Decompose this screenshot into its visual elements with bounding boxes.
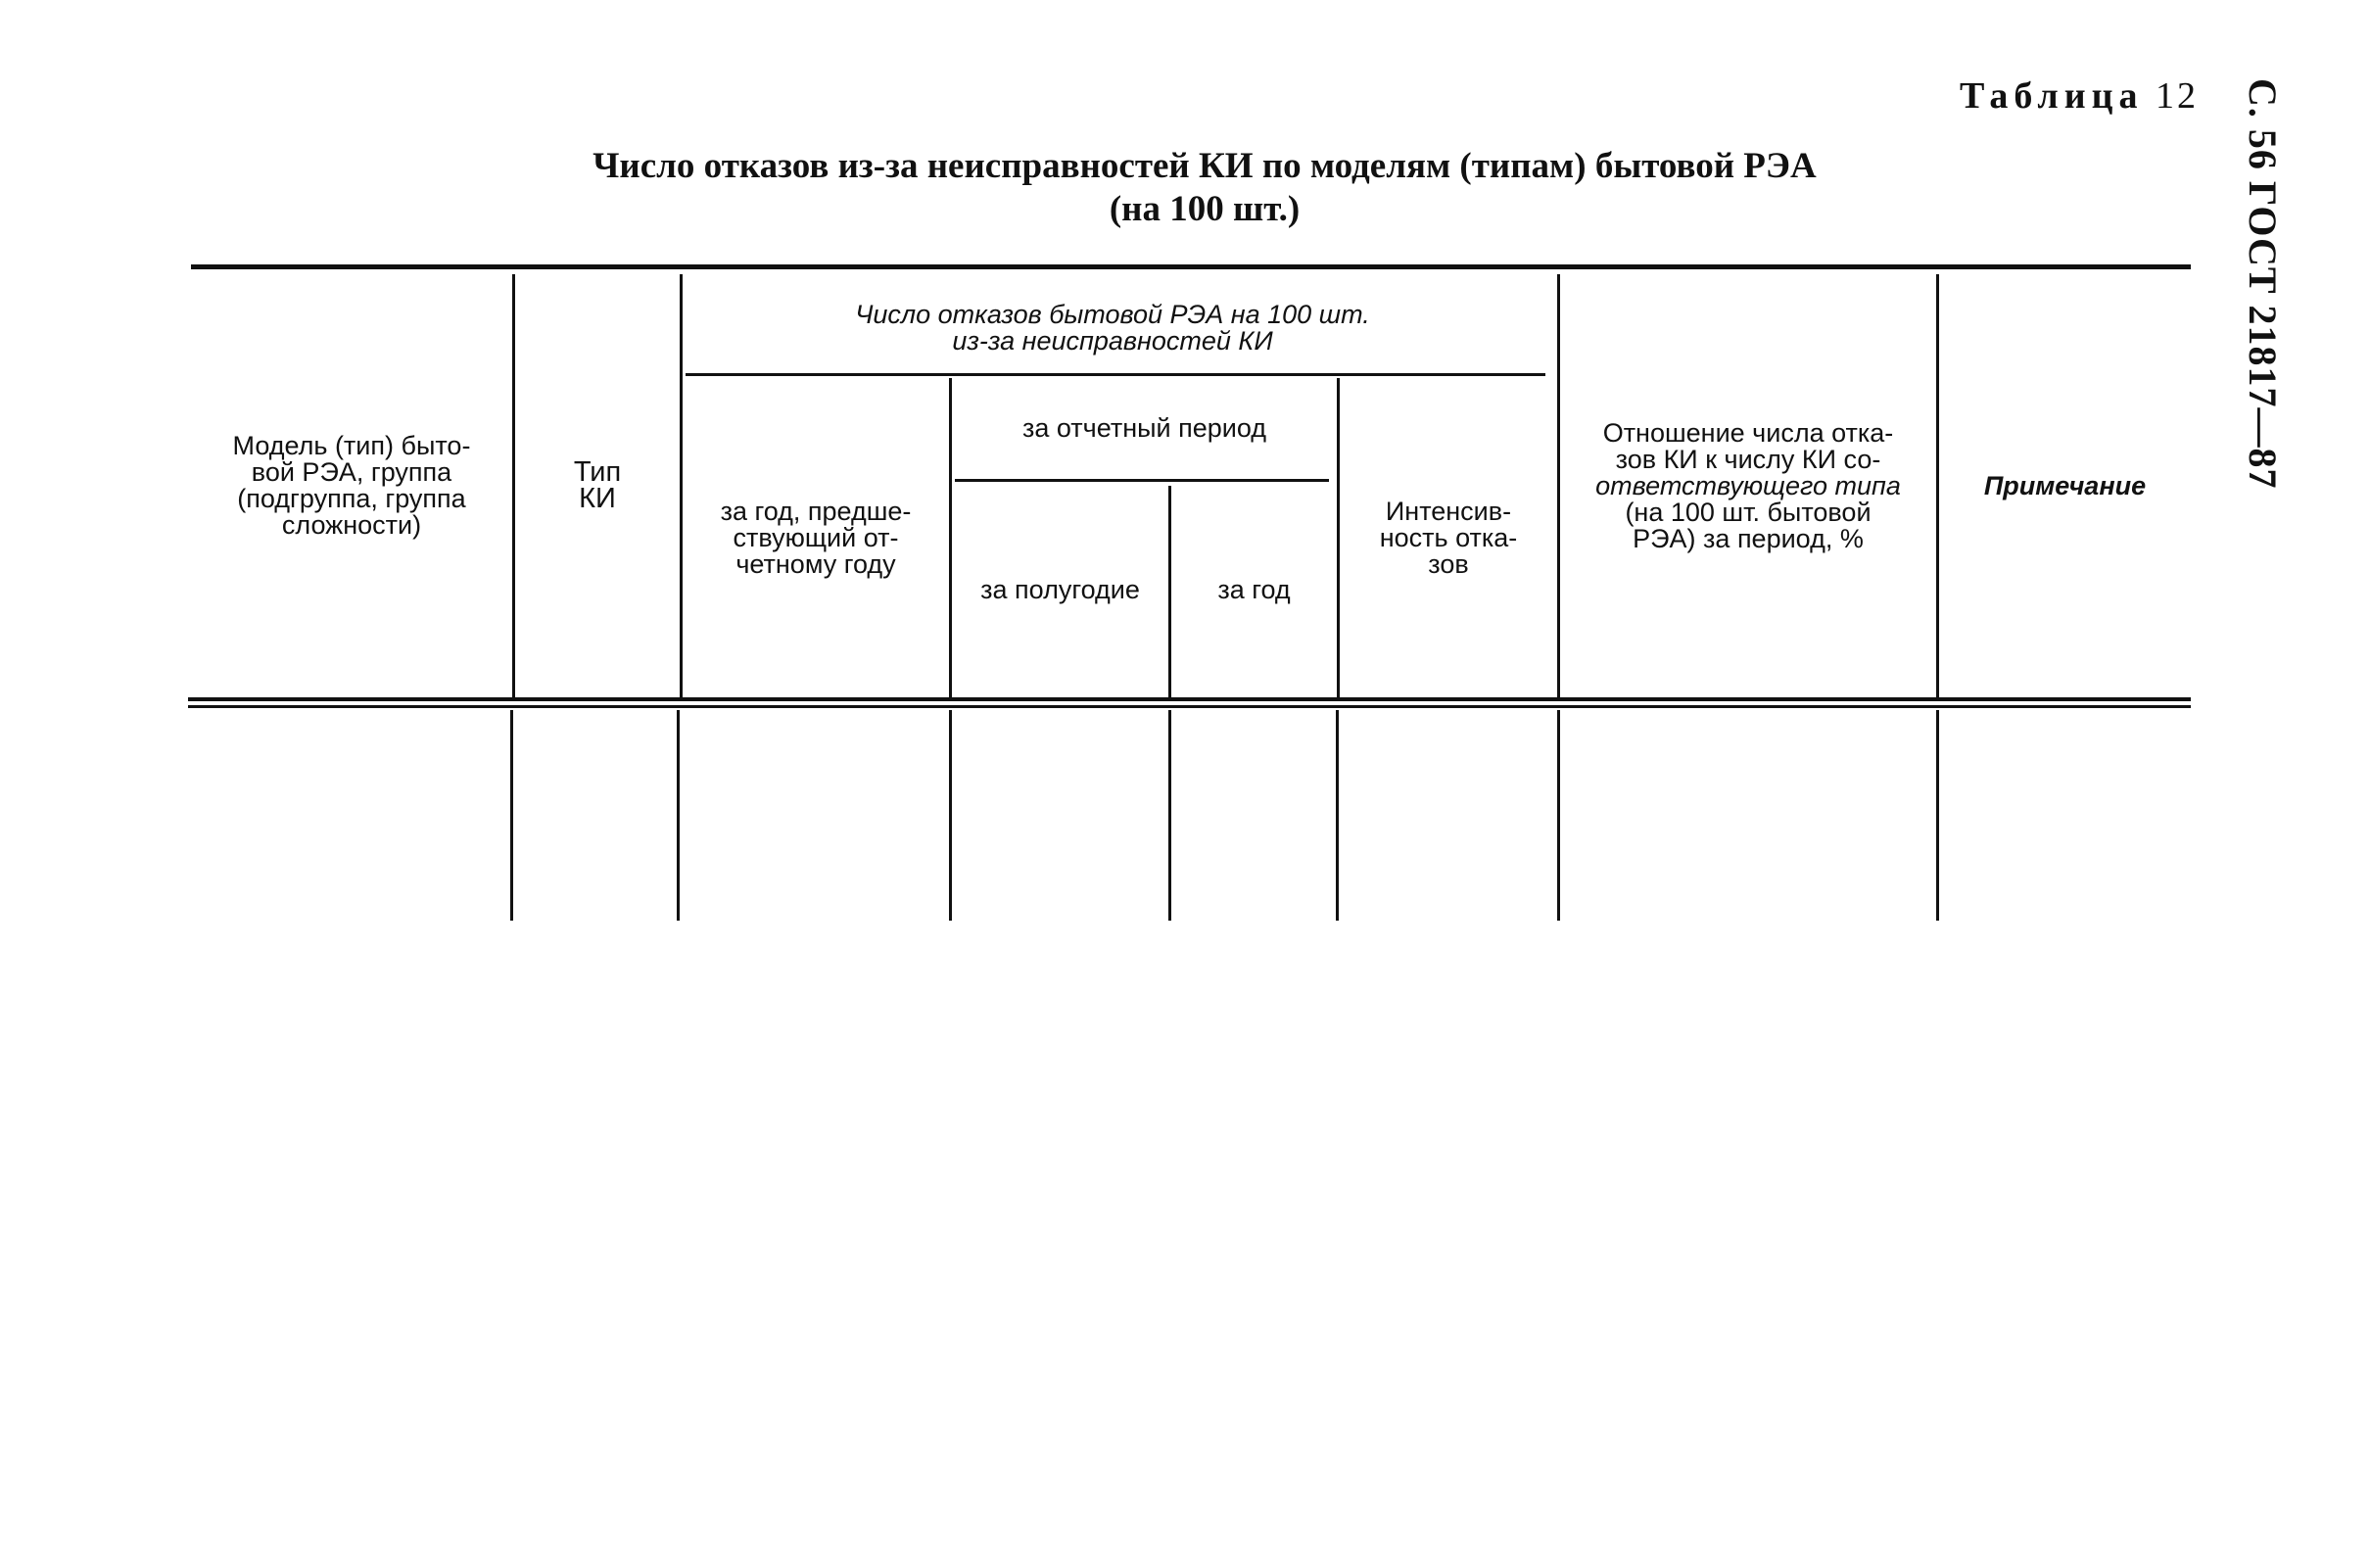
header-note-text: Примечание [1983,470,2147,500]
header-ratio-line: ответствующего типа [1595,470,1901,500]
header-model-line: Модель (тип) быто- [232,431,471,460]
header-half-year [952,482,1168,697]
header-type-line: Тип [573,456,622,488]
table-label-word: Таблица [1959,75,2144,117]
header-ratio-line: РЭА) за период, % [1633,523,1864,553]
header-year-text: за год [1217,574,1291,604]
header-model [191,274,512,697]
table-title-line-2: (на 100 шт.) [1109,189,1301,229]
header-intensity-line: зов [1428,548,1469,579]
table-label-number: 12 [2156,75,2199,117]
header-half-year-text: за полугодие [980,574,1140,604]
header-intensity [1340,378,1557,697]
header-bottom-rule-2 [188,705,2191,708]
header-type-line: КИ [579,483,616,514]
header-type [515,274,680,697]
header-reporting-period-text: за отчетный период [1021,413,1267,443]
header-failures-group [683,284,1542,372]
header-ratio-line: зов КИ к числу КИ со- [1615,444,1881,474]
header-failures-group-line: Число отказов бытовой РЭА на 100 шт. [855,300,1370,329]
header-note [1939,274,2191,697]
header-reporting-period [952,378,1337,479]
failures-group-rule [686,373,1545,376]
header-ratio [1560,274,1936,697]
header-intensity-line: ность отка- [1379,522,1518,552]
header-intensity-line: Интенсив- [1385,496,1512,526]
header-model-line: вой РЭА, группа [251,457,452,487]
table-title [431,145,1978,231]
header-bottom-rule-1 [188,697,2191,701]
header-prev-year-line: ствующий от- [733,522,899,552]
table-top-rule [191,264,2191,269]
header-year [1171,482,1337,697]
header-ratio-line: Отношение числа отка- [1602,417,1894,448]
header-prev-year [683,378,949,697]
header-model-line: (подгруппа, группа [237,484,466,513]
header-prev-year-line: за год, предше- [720,496,912,526]
header-failures-group-line: из-за неисправностей КИ [952,326,1273,356]
side-page-header: С. 56 ГОСТ 21817—87 [2241,78,2285,490]
table-title-line-1: Число отказов из-за неисправностей КИ по моделям (типам) бытовой РЭА [592,146,1817,186]
header-prev-year-line: четному году [735,548,896,579]
header-ratio-line: (на 100 шт. бытовой [1625,497,1872,527]
header-model-line: сложности) [281,510,422,540]
table-body [191,710,2191,921]
table-label [1861,74,2199,118]
